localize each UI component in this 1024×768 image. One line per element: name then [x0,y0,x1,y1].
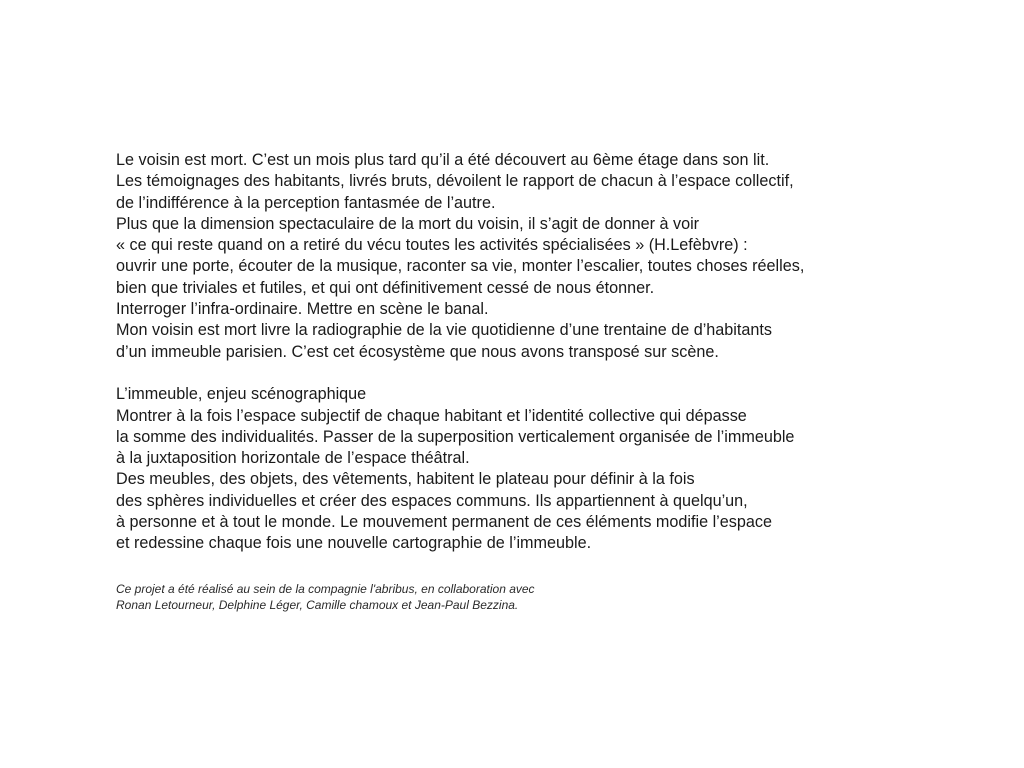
text-line: ouvrir une porte, écouter de la musique, raconter sa vie, monter l’escalier, toutes choses réelles, [116,257,805,276]
text-line: la somme des individualités. Passer de la superposition verticalement organisée de l’immeuble [116,427,795,446]
text-line: des sphères individuelles et créer des espaces communs. Ils appartiennent à quelqu’un, [116,491,748,510]
credits-line: Ronan Letourneur, Delphine Léger, Camille chamoux et Jean-Paul Bezzina. [116,598,519,612]
intro-paragraph [116,150,916,363]
credits-line: Ce projet a été réalisé au sein de la compagnie l'abribus, en collaboration avec [116,582,535,596]
text-line: à personne et à tout le monde. Le mouvement permanent de ces éléments modifie l’espace [116,513,772,532]
text-line: Interroger l’infra-ordinaire. Mettre en scène le banal. [116,300,489,319]
text-line: Des meubles, des objets, des vêtements, habitent le plateau pour définir à la fois [116,470,695,489]
text-line: à la juxtaposition horizontale de l’espace théâtral. [116,449,470,468]
text-line: d’un immeuble parisien. C’est cet écosystème que nous avons transposé sur scène. [116,342,719,361]
text-line: « ce qui reste quand on a retiré du vécu toutes les activités spécialisées » (H.Lefèbvre) : [116,236,748,255]
text-line: de l’indifférence à la perception fantasmée de l’autre. [116,193,496,212]
text-line: Montrer à la fois l’espace subjectif de chaque habitant et l’identité collective qui dépasse [116,406,747,425]
text-line: Le voisin est mort. C’est un mois plus tard qu’il a été découvert au 6ème étage dans son lit. [116,151,770,169]
text-line: Les témoignages des habitants, livrés bruts, dévoilent le rapport de chacun à l’espace collectif, [116,172,794,191]
text-line: Plus que la dimension spectaculaire de la mort du voisin, il s’agit de donner à voir [116,214,700,233]
credits-note [116,581,916,613]
body-text [116,150,916,555]
section-heading: L’immeuble, enjeu scénographique [116,385,367,404]
text-line: et redessine chaque fois une nouvelle cartographie de l’immeuble. [116,534,592,553]
paragraph-spacer [116,363,916,384]
text-line: Mon voisin est mort livre la radiographie de la vie quotidienne d’une trentaine de d’habitants [116,321,772,340]
text-line: bien que triviales et futiles, et qui ont définitivement cessé de nous étonner. [116,278,655,297]
scenography-paragraph [116,384,916,554]
